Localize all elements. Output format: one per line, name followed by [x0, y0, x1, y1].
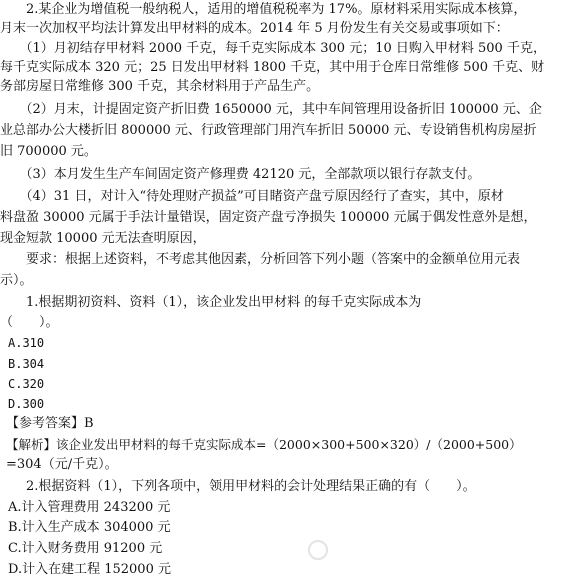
intro-line: （3）本月发生生产车间固定资产修理费 42120 元，全部款项以银行存款支付。	[0, 167, 481, 182]
intro-line: 旧 700000 元。	[0, 144, 97, 159]
requirement-line: 示）。	[0, 273, 33, 288]
intro-line: 务部房屋日常维修 300 千克，其余材料用于产品生产。	[0, 79, 320, 94]
intro-line: 2.某企业为增值税一般纳税人，适用的增值税税率为 17%。原材料采用实际成本核算，	[0, 2, 527, 17]
question-1-analysis: 【解析】该企业发出甲材料的每千克实际成本=（2000×300+500×320）/（2000+500）	[6, 437, 522, 452]
intro-line: 月末一次加权平均法计算发出甲材料的成本。2014 年 5 月份发生有关交易或事项如下：	[0, 21, 509, 36]
question-1-stem: 1.根据期初资料、资料（1），该企业发出甲材料 的每千克实际成本为	[0, 295, 422, 310]
question-1-answer: 【参考答案】B	[6, 416, 94, 431]
intro-line: （1）月初结存甲材料 2000 千克，每千克实际成本 300 元；10 日购入甲材料 500 千克，	[0, 41, 546, 56]
intro-line: （4）31 日，对计入“待处理财产损益”可目睹资产盘亏原因经行了查实，其中，原材	[0, 189, 504, 204]
intro-line: 现金短款 10000 元无法查明原因，	[0, 231, 206, 246]
watermark-logo	[265, 540, 375, 574]
question-2-stem: 2.根据资料（1），下列各项中，领用甲材料的会计处理结果正确的有（ ）。	[0, 479, 476, 494]
intro-line: 每千克实际成本 320 元；25 日发出甲材料 1800 千克，其中用于仓库日常维修 500 千克、财	[0, 60, 545, 75]
question-1-option-a: A.310	[8, 336, 45, 350]
question-1-option-c: C.320	[8, 377, 45, 391]
question-2-option-b: B.计入生产成本 304000 元	[8, 520, 171, 535]
question-1-option-b: B.304	[8, 357, 45, 371]
intro-line: 业总部办公大楼折旧 800000 元、行政管理部门用汽车折旧 50000 元、专设销售机构房屋折	[0, 123, 537, 138]
requirement-line: 要求：根据上述资料，不考虑其他因素，分析回答下列小题（答案中的金额单位用元表	[0, 252, 521, 267]
question-2-option-d: D.计入在建工程 152000 元	[8, 562, 171, 577]
intro-line: （2）月末，计提固定资产折旧费 1650000 元，其中车间管理用设备折旧 100000 元、企	[0, 102, 542, 117]
question-1-analysis: =304（元/千克）。	[6, 457, 118, 472]
question-1-option-d: D.300	[8, 397, 45, 411]
intro-line: 料盘盈 30000 元属于手法计量错误，固定资产盘亏净损失 100000 元属于偶发性意外是想，	[0, 210, 537, 225]
question-1-stem: （ ）。	[0, 315, 59, 330]
question-2-option-c: C.计入财务费用 91200 元	[8, 541, 163, 556]
question-2-option-a: A.计入管理费用 243200 元	[8, 500, 171, 515]
